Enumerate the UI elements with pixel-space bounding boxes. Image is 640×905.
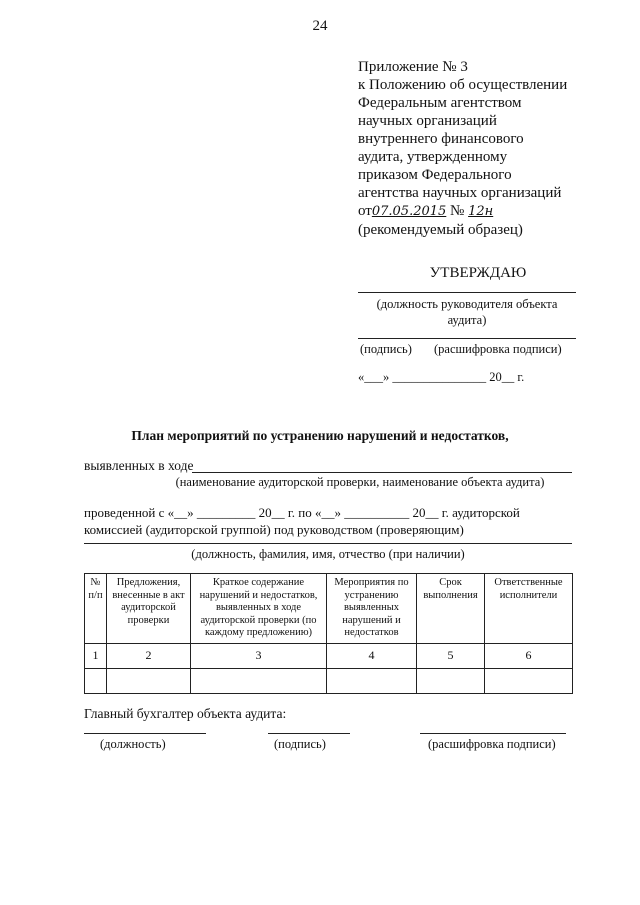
footer-signature-line [268, 733, 350, 734]
table-cell: 4 [327, 643, 417, 668]
approval-title: УТВЕРЖДАЮ [429, 265, 527, 281]
commission-line: комиссией (аудиторской группой) под руководством (проверяющим) [84, 522, 464, 537]
plan-table [84, 573, 573, 694]
head-line [84, 543, 572, 544]
appendix-line: Федеральным агентством [358, 95, 522, 111]
table-cell [417, 668, 485, 693]
table-cell: 3 [191, 643, 327, 668]
table-row [85, 668, 573, 693]
appendix-line: аудита, утвержденному [358, 149, 508, 165]
footer-position-caption: (должность) [100, 737, 166, 751]
appendix-line: внутреннего финансового [358, 131, 524, 147]
table-cell [107, 668, 191, 693]
signature-line [358, 338, 576, 339]
decoding-caption: (расшифровка подписи) [434, 342, 562, 356]
order-no-label: № [450, 203, 465, 219]
table-header-cell: Мероприятия по устранению выявленных нарушений и недостатков [327, 574, 417, 644]
identified-line [192, 472, 572, 473]
order-number-handwritten: 12н [468, 204, 494, 219]
table-cell: 5 [417, 643, 485, 668]
table-number-row [85, 643, 573, 668]
chief-accountant-label: Главный бухгалтер объекта аудита: [84, 706, 287, 721]
table-header-cell: Предложения, внесенные в акт аудиторской проверки [107, 574, 191, 644]
sample-note: (рекомендуемый образец) [358, 222, 523, 238]
table-header-cell: № п/п [85, 574, 107, 644]
plan-title: План мероприятий по устранению нарушений и недостатков, [131, 428, 509, 443]
head-caption: (должность, фамилия, имя, отчество (при наличии) [191, 547, 465, 561]
table-cell [327, 668, 417, 693]
conducted-line: проведенной с «__» _________ 20__ г. по «__» __________ 20__ г. аудиторской [84, 505, 520, 520]
table-cell [485, 668, 573, 693]
footer-decoding-line [420, 733, 566, 734]
position-line [358, 292, 576, 293]
table-header-cell: Ответственные исполнители [485, 574, 573, 644]
order-date-handwritten: 07.05.2015 [371, 204, 447, 219]
table-cell: 2 [107, 643, 191, 668]
table-header-cell: Краткое содержание нарушений и недостатков, выявленных в ходе аудиторской проверки (по каждому предложению) [191, 574, 327, 644]
appendix-line: к Положению об осуществлении [358, 77, 568, 93]
appendix-line: Приложение № 3 [358, 59, 468, 75]
table-cell: 1 [85, 643, 107, 668]
page-number: 24 [312, 18, 328, 34]
appendix-line: приказом Федерального [358, 167, 512, 183]
appendix-line: агентства научных организаций [358, 185, 562, 201]
approval-date: «___» _______________ 20__ г. [358, 370, 525, 384]
table-header-cell: Срок выполнения [417, 574, 485, 644]
table-header-row [85, 574, 573, 644]
identified-caption: (наименование аудиторской проверки, наименование объекта аудита) [175, 475, 545, 489]
footer-decoding-caption: (расшифровка подписи) [428, 737, 556, 751]
order-reference [358, 202, 618, 221]
identified-label: выявленных в ходе [84, 458, 194, 473]
appendix-block [358, 58, 618, 239]
table-cell [85, 668, 107, 693]
footer-position-line [84, 733, 206, 734]
footer-signature-caption: (подпись) [274, 737, 326, 751]
appendix-line: научных организаций [358, 113, 497, 129]
table-cell [191, 668, 327, 693]
table-cell: 6 [485, 643, 573, 668]
position-caption: (должность руководителя объекта аудита) [376, 297, 558, 327]
order-prefix: от [358, 203, 372, 219]
signature-caption: (подпись) [360, 342, 412, 356]
